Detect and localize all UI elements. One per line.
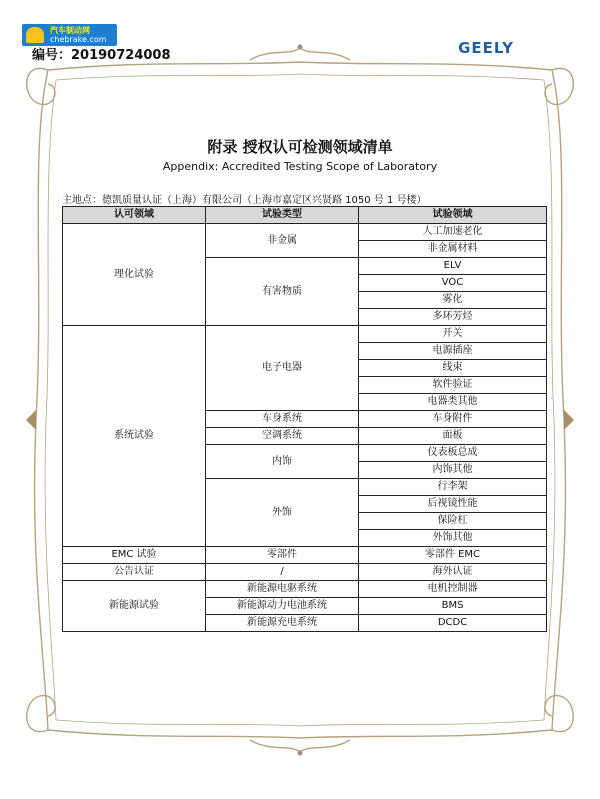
test-area-cell: 仪表板总成 (359, 445, 547, 462)
test-area-cell: VOC (359, 275, 547, 292)
accreditation-field-cell: 新能源试验 (63, 581, 206, 632)
test-type-cell: 新能源充电系统 (206, 615, 359, 632)
test-type-cell: 电子电器 (206, 326, 359, 411)
document-title: 附录 授权认可检测领域清单 (207, 138, 393, 156)
test-type-cell: 内饰 (206, 445, 359, 479)
table-row (63, 547, 547, 564)
table-body (63, 224, 547, 632)
test-type-cell: 新能源电驱系统 (206, 581, 359, 598)
watermark-brand: 汽车制动网 (50, 26, 90, 35)
test-area-cell: 软件验证 (359, 377, 547, 394)
test-area-cell: BMS (359, 598, 547, 615)
test-area-cell: 内饰其他 (359, 462, 547, 479)
accreditation-field-cell: 理化试验 (63, 224, 206, 326)
test-area-cell: 保险杠 (359, 513, 547, 530)
table-header-row (63, 207, 547, 224)
test-area-cell: 电机控制器 (359, 581, 547, 598)
test-area-cell: 线束 (359, 360, 547, 377)
main-location-address: 主地点：德凯质量认证（上海）有限公司（上海市嘉定区兴贤路 1050 号 1 号楼） (62, 195, 427, 206)
test-area-cell: 车身附件 (359, 411, 547, 428)
test-area-cell: 面板 (359, 428, 547, 445)
test-area-cell: 电器类其他 (359, 394, 547, 411)
test-type-cell: 非金属 (206, 224, 359, 258)
test-type-cell: 空调系统 (206, 428, 359, 445)
test-area-cell: 电源插座 (359, 343, 547, 360)
column-header-type: 试验类型 (206, 207, 359, 224)
brake-caliper-icon (26, 27, 44, 43)
table-row (63, 224, 547, 241)
accreditation-field-cell: EMC 试验 (63, 547, 206, 564)
column-header-field: 认可领域 (63, 207, 206, 224)
test-type-cell: / (206, 564, 359, 581)
test-area-cell: 开关 (359, 326, 547, 343)
document-number: 编号：20190724008 (32, 48, 171, 63)
test-area-cell: 非金属材料 (359, 241, 547, 258)
test-type-cell: 外饰 (206, 479, 359, 547)
test-area-cell: 零部件 EMC (359, 547, 547, 564)
test-area-cell: 多环芳烃 (359, 309, 547, 326)
column-header-area: 试验领域 (359, 207, 547, 224)
accreditation-field-cell: 公告认证 (63, 564, 206, 581)
testing-scope-table (62, 206, 547, 632)
test-type-cell: 车身系统 (206, 411, 359, 428)
test-area-cell: DCDC (359, 615, 547, 632)
accreditation-field-cell: 系统试验 (63, 326, 206, 547)
test-area-cell: 外饰其他 (359, 530, 547, 547)
table-row (63, 564, 547, 581)
test-area-cell: 人工加速老化 (359, 224, 547, 241)
test-area-cell: 后视镜性能 (359, 496, 547, 513)
watermark-url: chebrake.com (50, 35, 107, 44)
test-type-cell: 零部件 (206, 547, 359, 564)
test-area-cell: ELV (359, 258, 547, 275)
document-subtitle: Appendix: Accredited Testing Scope of Laboratory (162, 160, 438, 173)
table-row (63, 326, 547, 343)
test-area-cell: 雾化 (359, 292, 547, 309)
test-type-cell: 新能源动力电池系统 (206, 598, 359, 615)
geely-logo: GEELY (458, 39, 514, 57)
test-type-cell: 有害物质 (206, 258, 359, 326)
test-area-cell: 行李架 (359, 479, 547, 496)
test-area-cell: 海外认证 (359, 564, 547, 581)
table-row (63, 581, 547, 598)
watermark-logo (22, 24, 117, 46)
